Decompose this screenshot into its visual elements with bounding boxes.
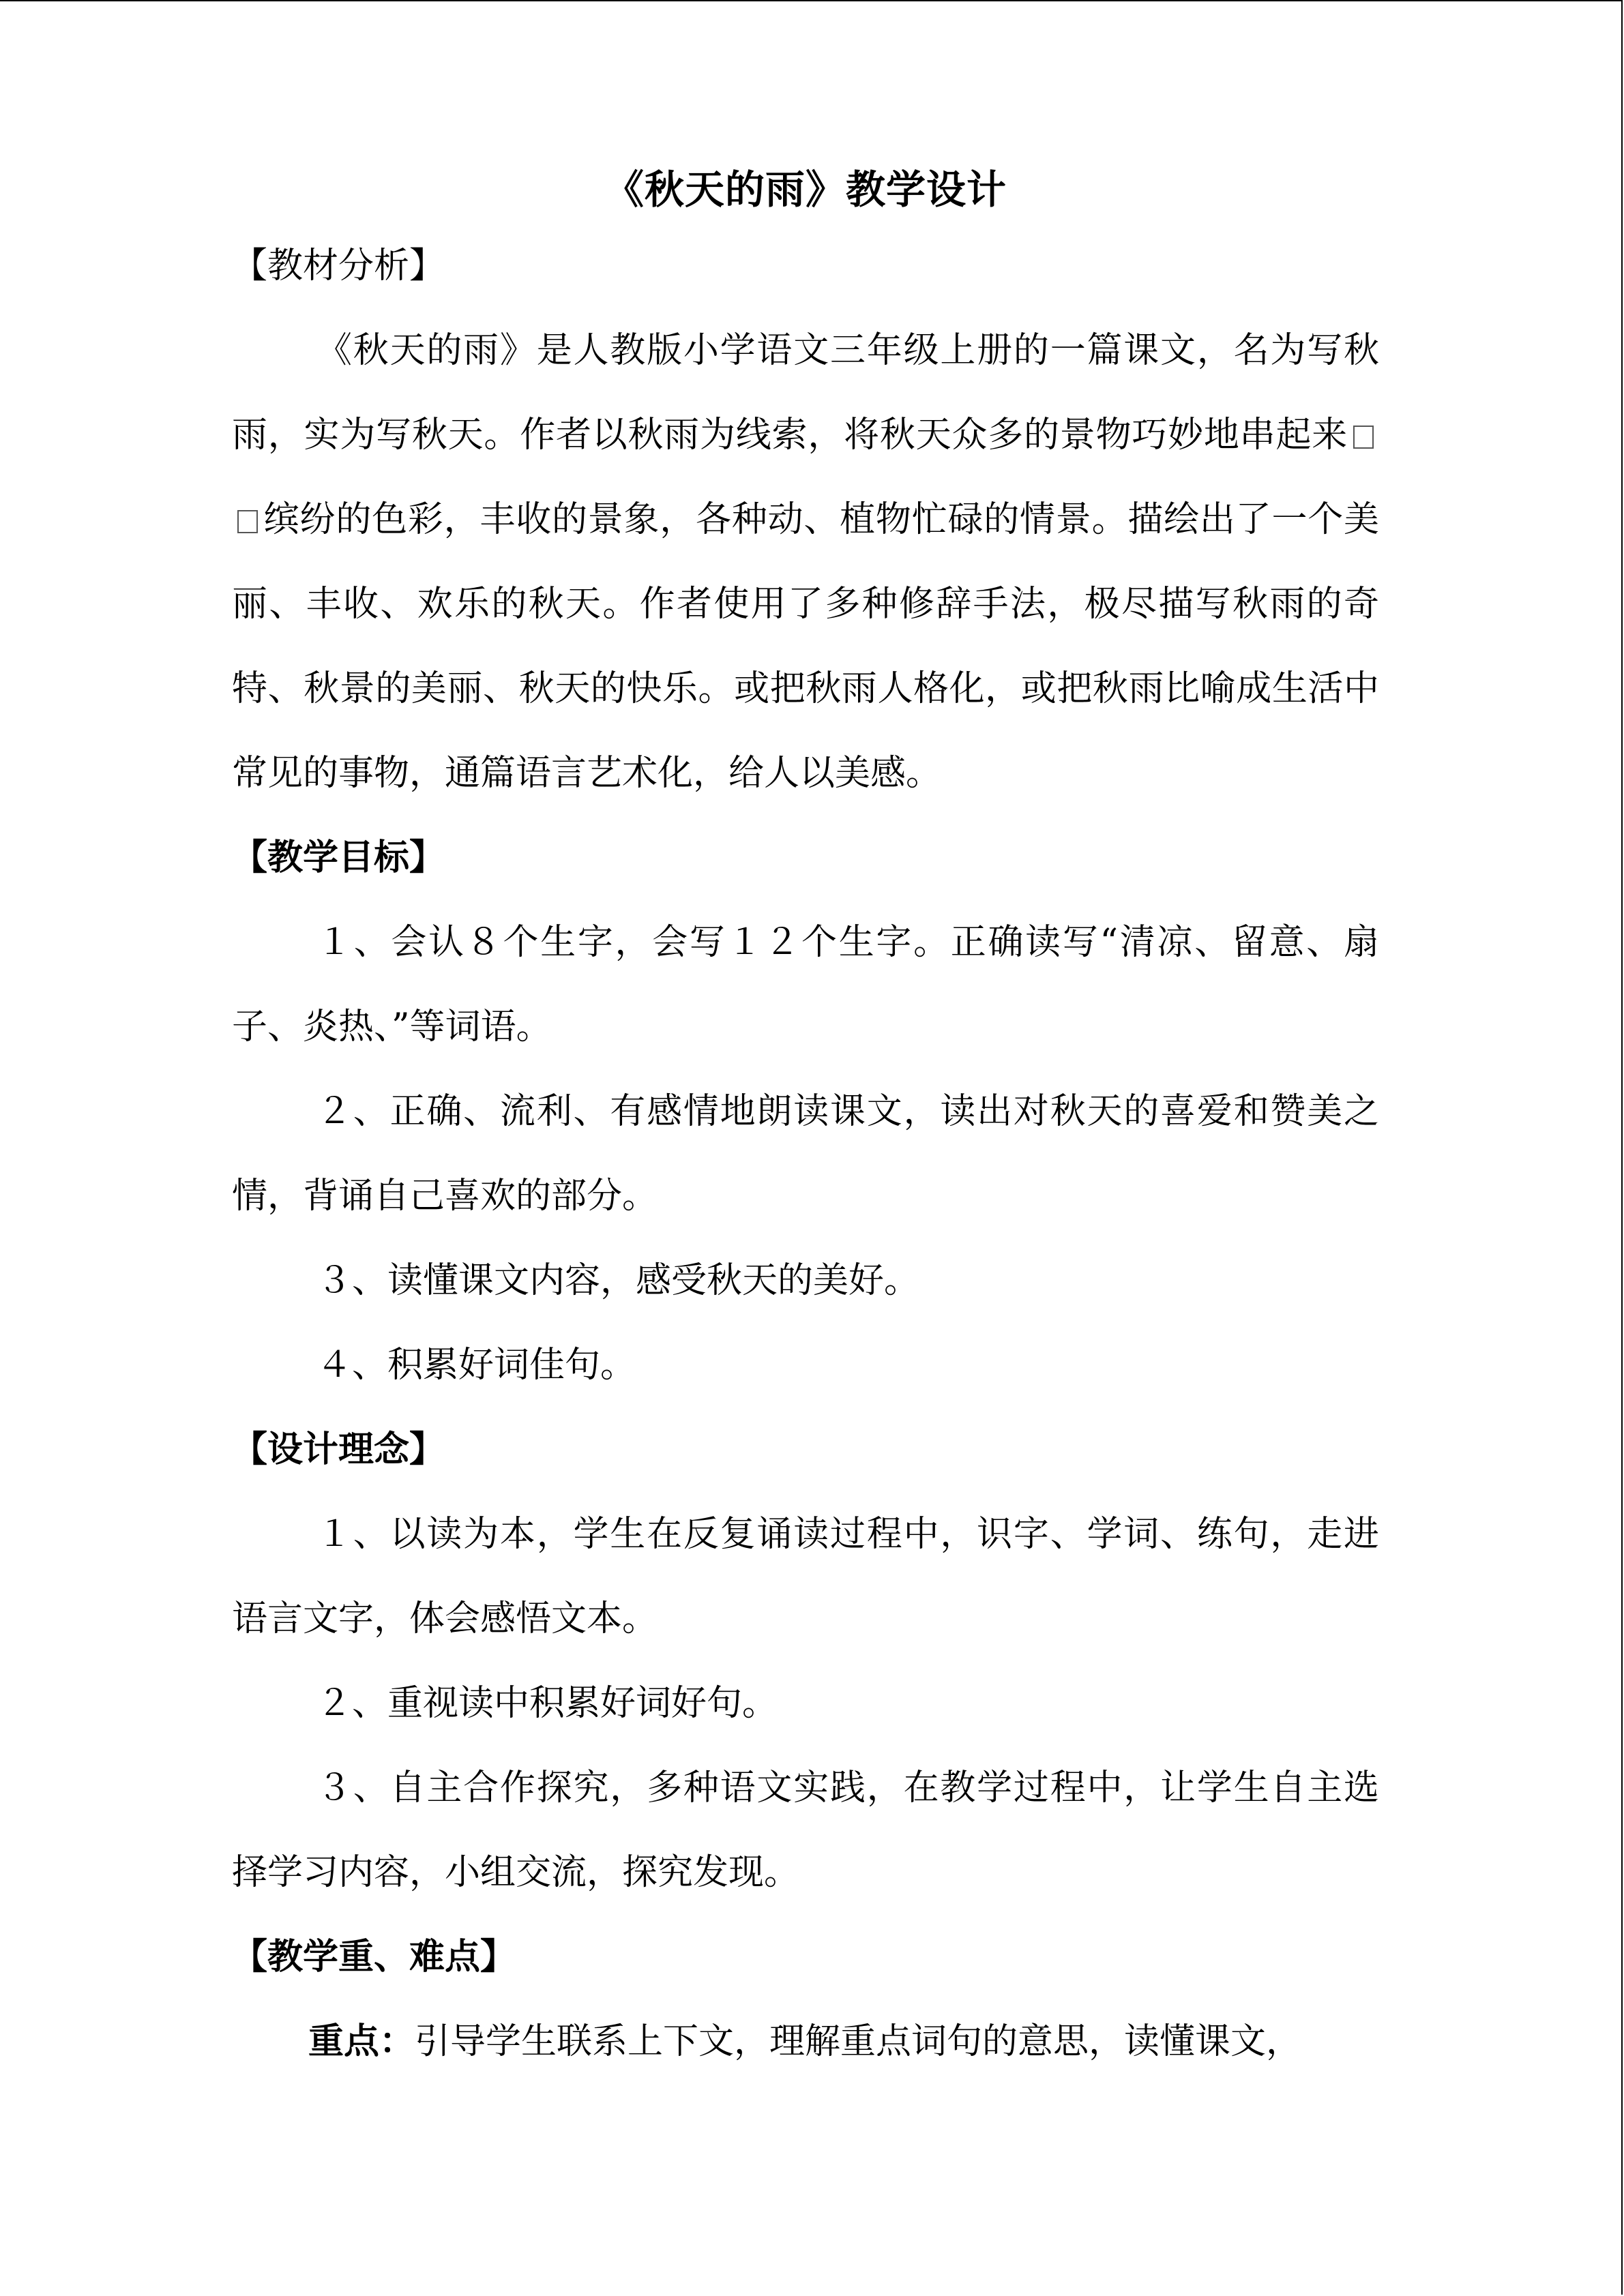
paragraph-text-part2: 缤纷的色彩，丰收的景象，各种动、植物忙碌的情景。描绘出了一个美丽、丰收、欢乐的秋天。作者使用了多种修辞手法，极尽描写秋雨的奇特、秋景的美丽、秋天的快乐。或把秋雨人格化，或把秋雨比喻成生活中常见的事物，通篇语言艺术化，给人以美感。 xyxy=(232,499,1379,794)
missing-glyph-box xyxy=(1353,426,1374,449)
missing-glyph-box xyxy=(237,510,258,533)
document-title: 《秋天的雨》教学设计 xyxy=(604,166,1007,213)
design-concept-item: ２、重视读中积累好词好句。 xyxy=(316,1683,778,1724)
key-point-paragraph xyxy=(232,1999,1379,2084)
document-body xyxy=(232,155,1379,2084)
paragraph-text-part1: 《秋天的雨》是人教版小学语文三年级上册的一篇课文，名为写秋雨，实为写秋天。作者以秋雨为线索，将秋天众多的景物巧妙地串起来 xyxy=(232,330,1379,456)
key-point-text: 引导学生联系上下文，理解重点词句的意思，读懂课文， xyxy=(415,2021,1302,2062)
teaching-goal-item: ３、读懂课文内容，感受秋天的美好。 xyxy=(316,1260,920,1301)
teaching-goal-item: １、会认８个生字，会写１２个生字。正确读写“清凉、留意、扇子、炎热、”等词语。 xyxy=(232,922,1379,1047)
section-heading-key-difficult-points: 【教学重、难点】 xyxy=(232,1936,516,1978)
key-point-label: 重点： xyxy=(308,2021,415,2062)
section-heading-textbook-analysis: 【教材分析】 xyxy=(232,245,445,286)
section-heading-design-concept: 【设计理念】 xyxy=(232,1429,445,1470)
teaching-goal-item: ４、积累好词佳句。 xyxy=(316,1345,636,1386)
design-concept-item: １、以读为本，学生在反复诵读过程中，识字、学词、练句，走进语言文字，体会感悟文本。 xyxy=(232,1514,1379,1639)
textbook-analysis-paragraph xyxy=(232,308,1379,816)
design-concept-item: ３、自主合作探究，多种语文实践，在教学过程中，让学生自主选择学习内容，小组交流，探究发现。 xyxy=(232,1768,1379,1893)
teaching-goal-item: ２、正确、流利、有感情地朗读课文，读出对秋天的喜爱和赞美之情，背诵自己喜欢的部分。 xyxy=(232,1091,1379,1217)
section-heading-teaching-goals: 【教学目标】 xyxy=(232,837,445,878)
